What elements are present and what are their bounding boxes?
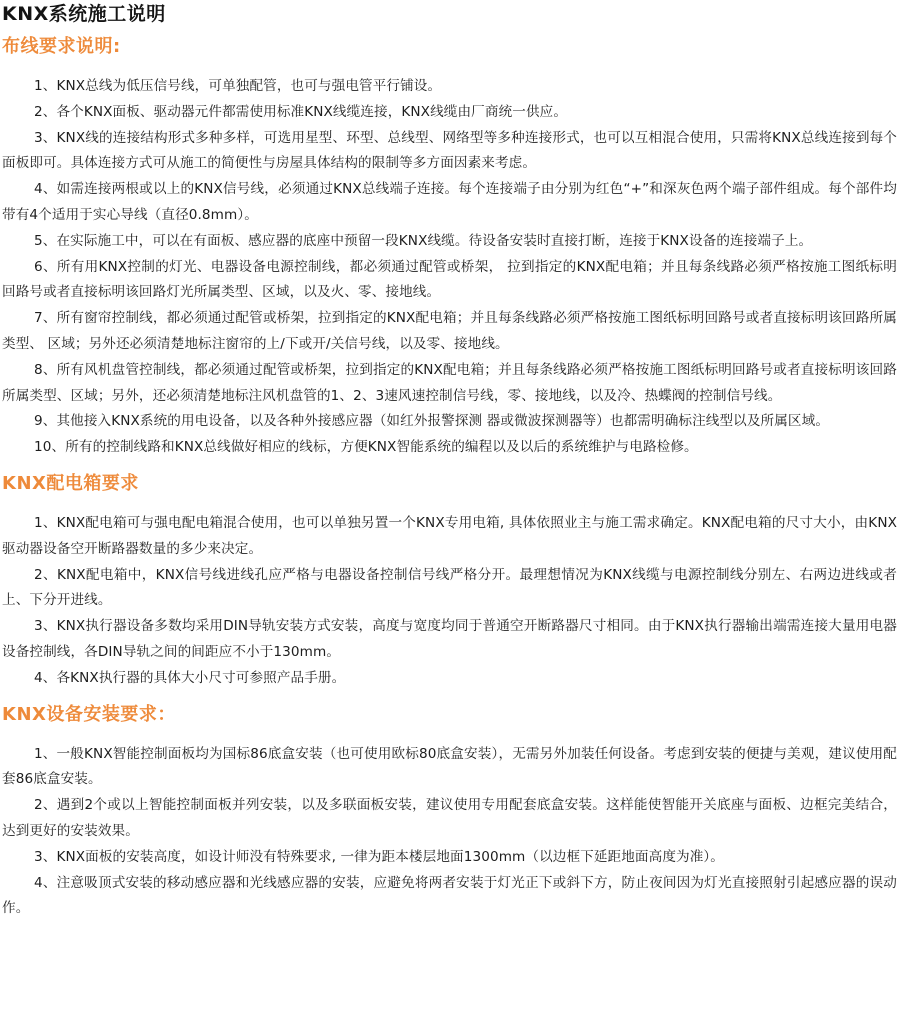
- paragraph: 4、各KNX执行器的具体大小尺寸可参照产品手册。: [34, 669, 346, 686]
- paragraph: 10、所有的控制线路和KNX总线做好相应的线标，方便KNX智能系统的编程以及以后的系统维护与电路检修。: [34, 439, 698, 456]
- paragraph: 3、KNX线的连接结构形式多种多样，可选用星型、环型、总线型、网络型等多种连接形式，也可以互相混合使用，只需将KNX总线连接到每个面板即可。具体连接方式可从施工的简便性与房屋具体结构的限制等多方面因素来考虑。: [2, 129, 897, 172]
- section-heading-distribution-box: KNX配电箱要求: [2, 472, 139, 494]
- paragraph: 8、所有风机盘管控制线，都必须通过配管或桥架，拉到指定的KNX配电箱；并且每条线路必须严格按施工图纸标明回路号或者直接标明该回路所属类型、区域；另外，还必须清楚地标注风机盘管的1、2、3速风速控制信号线，零、接地线，以及冷、热蝶阀的控制信号线。: [2, 361, 897, 404]
- paragraph: 3、KNX面板的安装高度，如设计师没有特殊要求, 一律为距本楼层地面1300mm（以边框下延距地面高度为准）。: [34, 848, 724, 865]
- paragraph: 2、各个KNX面板、驱动器元件都需使用标准KNX线缆连接，KNX线缆由厂商统一供应。: [34, 103, 568, 120]
- document-title: KNX系统施工说明: [2, 3, 166, 25]
- paragraph: 4、如需连接两根或以上的KNX信号线，必须通过KNX总线端子连接。每个连接端子由分别为红色“+”和深灰色两个端子部件组成。每个部件均带有4个适用于实心导线（直径0.8mm）。: [2, 181, 897, 223]
- section-heading-device-installation: KNX设备安装要求：: [2, 703, 176, 725]
- paragraph: 3、KNX执行器设备多数均采用DIN导轨安装方式安装，高度与宽度均同于普通空开断路器尺寸相同。由于KNX执行器输出端需连接大量用电器设备控制线，各DIN导轨之间的间距应不小于130mm。: [2, 618, 897, 660]
- paragraph: 1、KNX总线为低压信号线，可单独配管，也可与强电管平行铺设。: [34, 78, 442, 94]
- paragraph: 7、所有窗帘控制线，都必须通过配管或桥架，拉到指定的KNX配电箱；并且每条线路必须严格按施工图纸标明回路号或者直接标明该回路所属类型、 区域；另外还必须清楚地标注窗帘的上/下或开/关信号线，以及零、接地线。: [2, 310, 897, 352]
- paragraph: 1、KNX配电箱可与强电配电箱混合使用，也可以单独另置一个KNX专用电箱, 具体依照业主与施工需求确定。KNX配电箱的尺寸大小，由KNX驱动器设备空开断路器数量的多少来决定。: [2, 514, 897, 557]
- paragraph: 5、在实际施工中，可以在有面板、感应器的底座中预留一段KNX线缆。待设备安装时直接打断，连接于KNX设备的连接端子上。: [34, 232, 813, 249]
- paragraph: 6、所有用KNX控制的灯光、电器设备电源控制线，都必须通过配管或桥架， 拉到指定的KNX配电箱；并且每条线路必须严格按施工图纸标明回路号或者直接标明该回路灯光所属类型、区域，以及火、零、接地线。: [2, 258, 897, 301]
- paragraph: 2、KNX配电箱中，KNX信号线进线孔应严格与电器设备控制信号线严格分开。最理想情况为KNX线缆与电源控制线分别左、右两边进线或者上、下分开进线。: [2, 566, 897, 609]
- paragraph: 9、其他接入KNX系统的用电设备，以及各种外接感应器（如红外报警探测 器或微波探测器等）也都需明确标注线型以及所属区域。: [34, 413, 830, 430]
- section-distribution-box: [2, 471, 897, 692]
- paragraph: 4、注意吸顶式安装的移动感应器和光线感应器的安装，应避免将两者安装于灯光正下或斜下方，防止夜间因为灯光直接照射引起感应器的误动作。: [2, 874, 897, 917]
- paragraph: 1、一般KNX智能控制面板均为国标86底盒安装（也可使用欧标80底盒安装），无需另外加装任何设备。考虑到安装的便捷与美观，建议使用配套86底盒安装。: [2, 745, 897, 788]
- paragraph: 2、遇到2个或以上智能控制面板并列安装，以及多联面板安装，建议使用专用配套底盒安装。这样能使智能开关底座与面板、边框完美结合，达到更好的安装效果。: [2, 797, 897, 839]
- section-device-installation: [2, 702, 897, 923]
- section-heading-wiring: 布线要求说明:: [2, 36, 121, 57]
- section-wiring: [2, 34, 897, 461]
